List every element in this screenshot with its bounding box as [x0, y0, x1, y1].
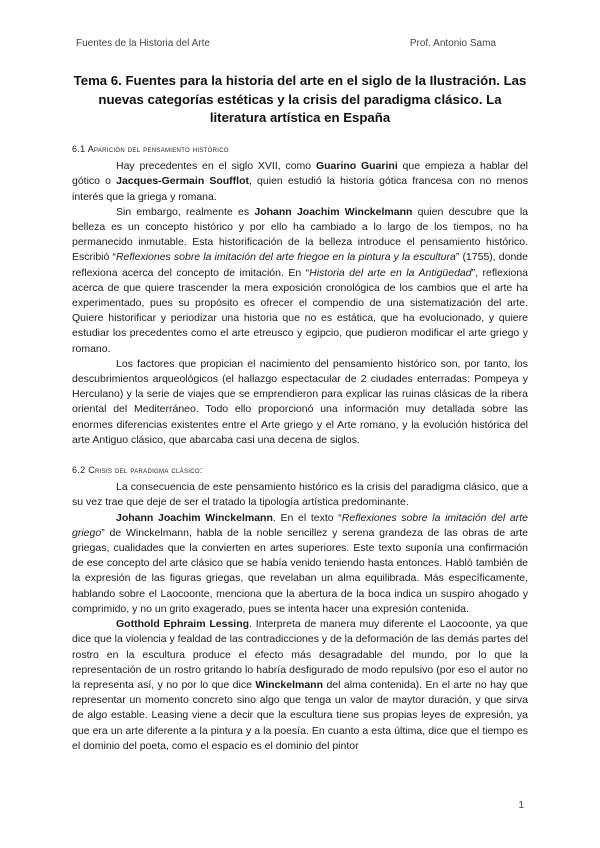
italic-title: Reflexiones sobre la imitación del arte friegoe en la pintura y la escultura	[115, 251, 456, 264]
paragraph	[72, 205, 528, 357]
header-author: Prof. Antonio Sama	[409, 38, 496, 49]
paragraph	[72, 617, 528, 754]
bold-name: Gotthold Ephraim Lessing	[116, 618, 250, 631]
paragraph: Los factores que propician el nacimiento del pensamiento histórico son, por tanto, los descubrimientos arqueológicos (el hallazgo espectacular de 2 ciudades enterradas: Pompeya y Herculano) y la serie de viajes que se emprendieron para explicar las ruinas clásicas de la ribera oriental del Mediterráneo. Todo ello proporcionó una información muy detallada sobre las enormes diferencias existentes entre el Arte griego y el Arte romano, y la evolución histórica del arte Antiguo clásico, que abarcaba casi una decena de siglos.	[72, 357, 528, 446]
text-run: quien descubre que la belleza es un concepto histórico y por ello ha cambiado a lo largo de los tiempos, no ha permanecido inmutable. Esta historificación de la belleza introduce el pensamiento histórico. Escribió “	[72, 205, 529, 264]
paragraph	[72, 511, 528, 617]
section-heading-6-1: 6.1 Aparición del pensamiento histórico	[72, 144, 229, 154]
text-run: que empieza a hablar del gótico o	[72, 160, 528, 188]
header-course-title: Fuentes de la Historia del Arte	[76, 38, 210, 49]
text-run: , quien estudió la historia gótica francesa con no menos interés que la griega y romana.	[72, 175, 528, 203]
italic-title: Reflexiones sobre la imitación del arte griego	[72, 511, 528, 539]
text-run: . En el texto “	[272, 511, 342, 524]
bold-name: Johann Joachim Winckelmann	[254, 205, 413, 218]
bold-name: Winckelmann	[255, 678, 323, 691]
bold-name: Jacques-Germain Soufflot	[116, 175, 250, 188]
text-run: ”, reflexiona acerca de que quiere trascender la mera exposición cronológica de los cambios que el arte ha experimentado, pues su propósito es ofrecer el compendio de una sistematización del arte. Quiere historificar y periodizar una historia que no es estática, que ha evolucionado, y quiere estudiar los precedentes como el arte etreusco y egipcio, que pudieron modificar el arte griego y romano.	[72, 266, 529, 355]
bold-name: Johann Joachim Winckelmann	[116, 511, 273, 524]
italic-title: Historia del arte en la Antigüedad	[309, 266, 472, 279]
bold-name: Guarino Guarini	[315, 160, 398, 173]
text-run: . Interpreta de manera muy diferente el Laocoonte, ya que dice que la violencia y fealdad de las contradicciones y de la deformación de las demás partes del rostro en la escultura produce el efecto más desagradable del mundo, por lo que la representación de un rostro gritando lo habría desfigurado de modo repulsivo (por eso el autor no la representa así, y no por lo que dice	[72, 618, 528, 691]
text-run: Hay precedentes en el siglo XVII, como	[116, 160, 316, 173]
paragraph: La consecuencia de este pensamiento histórico es la crisis del paradigma clásico, que a su vez trae que deje de ser el tratado la tipología artística predominante.	[72, 481, 528, 509]
text-run: ” de Winckelmann, habla de la noble sencillez y serena grandeza de las obras de arte griegas, cualidades que la convierten en artes superiores. Este texto suponía una confirmación de ese concepto del arte clásico que se había venido teniendo hasta entonces. Habló también de la expresión de las figuras griegas, que revelaban un alma equilibrada. Más específicamente, hablando sobre el Laocoonte, menciona que la abertura de la boca indica un suspiro ahogado y comprimido, y no un grito exagerado, pues se intenta hacer una expresión contenida.	[72, 526, 528, 615]
text-run: Sin embargo, realmente es	[116, 205, 255, 218]
document-body	[72, 142, 528, 754]
page-title: Tema 6. Fuentes para la historia del arte en el siglo de la Ilustración. Las nuevas categorías estéticas y la crisis del paradigma clásico. La literatura artística en España	[73, 73, 527, 125]
paragraph	[72, 159, 528, 205]
page-number: 1	[518, 800, 524, 811]
text-run: ” (1755), donde reflexiona acerca del concepto de imitación. En “	[72, 251, 528, 279]
section-heading-6-2: 6.2 Crisis del paradigma clásico:	[72, 465, 203, 476]
text-run: del alma contenida). En el arte no hay que representar un momento concreto sino algo que tenga un valor de maytor duración, y que sirva de algo estable. Leasing viene a decir que la escultura tiene sus propias leyes de expresión, ya que era un arte diferente a la pintura y a la poesía. En cuanto a esta última, dice que el tiempo es el dominio del poeta, como el espacio es el dominio del pintor	[72, 678, 529, 752]
